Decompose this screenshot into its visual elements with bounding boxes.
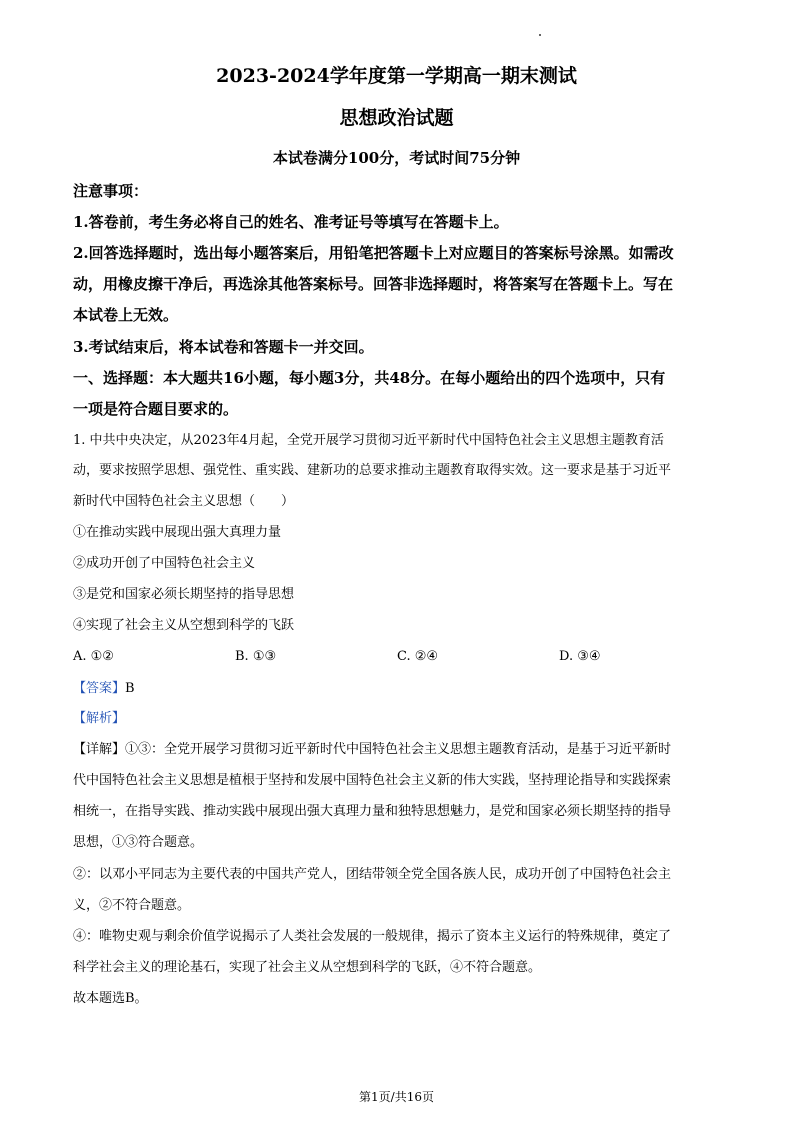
analysis-label: 【解析】 [73,711,126,726]
exam-info: 本试卷满分100分，考试时间75分钟 [272,149,521,167]
section-heading-cont: 一项是符合题目要求的。 [73,400,239,418]
detail-line: ②：以邓小平同志为主要代表的中国共产党人，团结带领全党全国各族人民，成功开创了中国特色社会主 [73,867,672,882]
notice-line: 动，用橡皮擦干净后，再选涂其他答案标号。回答非选择题时，将答案写在答题卡上。写在 [73,275,674,293]
detail-line: 义，②不符合题意。 [73,898,191,913]
notice-heading: 注意事项： [73,182,149,200]
notice-line: 2.回答选择题时，选出每小题答案后，用铅笔把答题卡上对应题目的答案标号涂黑。如需改 [73,244,674,262]
page-footer: 第1页/共16页 [359,1090,434,1104]
statement-item: ③是党和国家必须长期坚持的指导思想 [73,587,295,602]
option-a: A. ①② [73,649,114,664]
notice-line: 1.答卷前，考生务必将自己的姓名、准考证号等填写在答题卡上。 [73,213,509,231]
detail-line: 科学社会主义的理论基石，实现了社会主义从空想到科学的飞跃，④不符合题意。 [73,960,542,975]
section-heading: 一、选择题：本大题共16小题，每小题3分，共48分。在每小题给出的四个选项中，只有 [73,369,666,387]
option-b: B. ①③ [235,649,277,664]
scan-speck [539,34,541,36]
exam-title: 2023-2024学年度第一学期高一期末测试 [216,65,577,87]
answer-value: B [125,681,135,696]
detail-text: ①③：全党开展学习贯彻习近平新时代中国特色社会主义思想主题教育活动，是基于习近平新时 [125,742,672,757]
statement-item: ④实现了社会主义从空想到科学的飞跃 [73,618,295,633]
notice-line: 3.考试结束后，将本试卷和答题卡一并交回。 [73,338,374,356]
question-stem-line: 动，要求按照学思想、强党性、重实践、建新功的总要求推动主题教育取得实效。这一要求是基于习近平 [73,463,672,478]
detail-line: ④：唯物史观与剩余价值学说揭示了人类社会发展的一般规律，揭示了资本主义运行的特殊规律，奠定了 [73,929,672,944]
detail-line [73,741,671,759]
detail-line: 思想，①③符合题意。 [73,835,204,850]
option-c: C. ②④ [397,649,439,664]
detail-label: 【详解】 [73,742,126,757]
statement-item: ②成功开创了中国特色社会主义 [73,556,256,571]
notice-line: 本试卷上无效。 [73,306,179,324]
statement-item: ①在推动实践中展现出强大真理力量 [73,525,282,540]
option-d: D. ③④ [559,649,601,664]
conclusion-line: 故本题选B。 [73,991,148,1006]
analysis-line [73,710,125,728]
answer-line [73,680,135,698]
exam-subject: 思想政治试题 [339,107,454,129]
question-stem-line: 新时代中国特色社会主义思想（ ） [73,494,295,509]
detail-line: 代中国特色社会主义思想是植根于坚持和发展中国特色社会主义新的伟大实践，坚持理论指导和实践探索 [73,773,672,788]
question-stem-line: 1. 中共中央决定，从2023年4月起，全党开展学习贯彻习近平新时代中国特色社会主义思想主题教育活 [73,433,664,448]
answer-label: 【答案】 [73,681,126,696]
detail-line: 相统一，在指导实践、推动实践中展现出强大真理力量和独特思想魅力，是党和国家必须长期坚持的指导 [73,804,672,819]
